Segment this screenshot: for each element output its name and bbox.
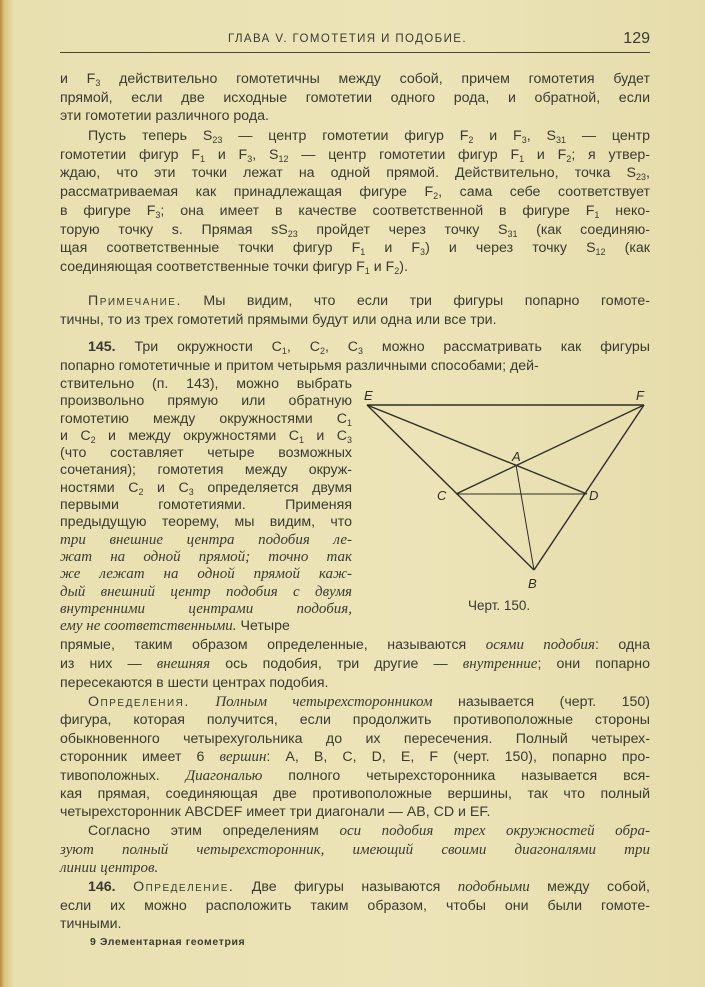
- italic-term: осями подобия: [485, 637, 595, 653]
- text-run: четырехсторонник ABCDEF имеет три диагонали — AB, CD и EF.: [60, 804, 491, 821]
- text-run: тичными.: [60, 916, 122, 932]
- italic-term: линии центров.: [60, 860, 159, 876]
- text-run: первыми гомотетиями. Применяя: [60, 497, 352, 514]
- text-line: [60, 803, 650, 821]
- text-line: [60, 601, 352, 618]
- text-run: ).: [399, 258, 408, 275]
- text-line: [60, 221, 650, 240]
- subscript: 2: [566, 153, 572, 164]
- subscript: 2: [468, 135, 474, 145]
- subscript: 3: [521, 135, 527, 145]
- text-run: торую точку s. Прямая sS: [60, 221, 288, 238]
- line-eb: [367, 405, 534, 570]
- label-f: F: [636, 388, 644, 403]
- subscript: 2: [433, 191, 439, 202]
- text-run: кая прямая, соединяющая две противоположные вершины, так что полный: [60, 786, 650, 803]
- spaced-heading: Примечание.: [88, 293, 182, 309]
- paragraph-block: [60, 127, 650, 277]
- paragraph-block: [60, 70, 650, 126]
- line-fc: [456, 405, 644, 494]
- text-run: и C: [143, 479, 189, 496]
- text-run: произвольно прямую или обратную: [60, 393, 352, 410]
- text-run: между собой,: [529, 879, 650, 895]
- subscript: 3: [358, 346, 364, 356]
- text-line: [60, 566, 352, 583]
- text-run: попарно гомотетичные и притом четырьмя различными способами; дей-: [60, 358, 539, 374]
- subscript: 3: [95, 78, 101, 88]
- italic-term: Полным четырехсторонником: [215, 694, 433, 710]
- text-line: [60, 164, 650, 183]
- text-line: [60, 70, 650, 89]
- text-run: предыдущую теорему, мы видим, что: [60, 514, 352, 531]
- text-run: тивоположных.: [60, 767, 186, 784]
- text-line: [60, 785, 650, 803]
- text-line: [60, 480, 352, 497]
- text-run: пройдет через точку S: [297, 221, 508, 238]
- subscript: 1: [519, 153, 525, 164]
- paragraph-block: [60, 292, 650, 330]
- paragraph-block: [60, 693, 650, 822]
- text-line: [60, 915, 650, 934]
- label-a: A: [512, 449, 521, 464]
- text-line: [60, 311, 650, 330]
- text-line: [60, 239, 650, 258]
- label-c: C: [437, 488, 447, 503]
- text-run: можно рассматривать как фигуры: [363, 339, 650, 355]
- subscript: 31: [556, 135, 567, 145]
- text-run: и F: [524, 146, 567, 163]
- text-run: фигура, которая получится, если продолжить противоположные стороны: [60, 712, 650, 729]
- italic-term: жат на одной прямой; точно так: [60, 548, 352, 565]
- text-run: тичны, то из трех гомотетий прямыми будут или одна или все три.: [60, 312, 497, 328]
- italic-term: же лежат на одной прямой каж-: [60, 566, 352, 583]
- text-run: щая соответственные точки фигур F: [60, 240, 361, 257]
- label-b: B: [528, 576, 537, 591]
- italic-term: подобными: [457, 879, 530, 895]
- text-line: [60, 655, 650, 674]
- text-line: [60, 711, 650, 729]
- text-run: , сама себе соответствует: [438, 184, 650, 201]
- text-line: [60, 376, 352, 393]
- page-number: 129: [623, 30, 650, 47]
- text-line: [60, 549, 352, 566]
- spaced-heading: Определение.: [133, 879, 235, 895]
- subscript: 1: [200, 153, 206, 164]
- text-line: [60, 636, 650, 655]
- subscript: 2: [90, 434, 96, 445]
- text-run: гомотетии фигур F: [60, 146, 201, 163]
- text-line: [60, 618, 352, 635]
- text-line: [60, 878, 650, 897]
- label-e: E: [364, 388, 373, 403]
- text-line: [60, 748, 650, 766]
- text-run: [116, 879, 133, 895]
- signature-footer: 9 Элементарная геометрия: [90, 936, 246, 948]
- figure-150-complete-quadrilateral: [355, 388, 655, 618]
- text-line: [60, 859, 650, 878]
- text-run: и F: [369, 258, 395, 275]
- text-run: (как: [605, 240, 650, 257]
- text-run: ; она имеет в качестве соответственной в фигуре F: [160, 202, 595, 219]
- subscript: 1: [346, 417, 352, 428]
- subscript: 12: [595, 247, 606, 258]
- text-run: из них —: [60, 656, 157, 672]
- text-line: [60, 584, 352, 601]
- spaced-heading: Определения.: [88, 694, 190, 710]
- text-run: , C: [324, 339, 359, 355]
- text-run: рассматриваемая как принадлежащая фигуре F: [60, 184, 434, 201]
- subscript: 2: [138, 486, 144, 497]
- chapter-title: ГЛАВА V. ГОМОТЕТИЯ И ПОДОБИЕ.: [228, 33, 467, 45]
- text-line: [60, 674, 650, 693]
- subscript: 1: [364, 265, 370, 276]
- subscript: 23: [287, 228, 298, 239]
- text-line: [60, 841, 650, 860]
- text-run: Пусть теперь S: [88, 128, 213, 144]
- text-run: ; я утвер-: [571, 146, 650, 163]
- text-run: прямой, если две исходные гомотетии одного рода, и обратной, если: [60, 89, 650, 106]
- text-run: полного четырехсторонника называется вся-: [262, 767, 650, 784]
- text-run: [190, 694, 216, 710]
- text-line: [60, 202, 650, 221]
- text-run: сочетания); гомотетия между окруж-: [60, 462, 352, 479]
- subscript: 3: [346, 434, 352, 445]
- italic-term: вершин: [219, 749, 267, 766]
- paragraph-block: [60, 376, 352, 635]
- text-run: и C: [304, 427, 347, 444]
- text-run: ,: [646, 165, 650, 182]
- line-ed: [367, 405, 587, 494]
- text-line: [60, 445, 352, 462]
- text-run: — центр: [566, 128, 650, 144]
- italic-term: зуют полный четырехсторонник, имеющий своими диагоналями три: [60, 841, 650, 858]
- text-line: [60, 462, 352, 479]
- text-run: определяется двумя: [193, 479, 353, 496]
- subscript: 12: [278, 153, 289, 164]
- subscript: 3: [420, 247, 426, 258]
- text-run: ждаю, что эти точки лежат на одной прямой. Действительно, точка S: [60, 165, 637, 182]
- section-number: 146.: [88, 879, 116, 895]
- text-run: действительно гомотетичны между собой, причем гомотетия будет: [100, 71, 650, 87]
- text-run: : A, B, C, D, E, F (черт. 150), попарно про-: [266, 749, 651, 766]
- text-line: [60, 497, 352, 514]
- text-run: , S: [526, 128, 556, 144]
- italic-term: внешняя: [156, 656, 211, 672]
- text-run: ствительно (п. 143), можно выбрать: [60, 376, 352, 392]
- text-line: [60, 767, 650, 785]
- text-run: Четыре: [236, 618, 290, 635]
- italic-term: внутренние: [462, 656, 538, 672]
- subscript: 1: [298, 434, 304, 445]
- text-run: (как соединяю-: [517, 221, 650, 238]
- text-line: [60, 258, 650, 277]
- italic-term: внутренними центрами подобия,: [60, 600, 352, 617]
- text-run: ) и через точку S: [425, 240, 596, 257]
- text-run: ось подобия, три другие —: [210, 656, 463, 672]
- text-run: пересекаются в шести центрах подобия.: [60, 675, 329, 691]
- text-run: и F: [60, 71, 96, 87]
- text-run: и между окружностями C: [95, 427, 299, 444]
- subscript: 3: [188, 486, 194, 497]
- italic-term: три внешние центра подобия ле-: [60, 531, 352, 548]
- text-line: [60, 393, 352, 410]
- text-run: : одна: [594, 637, 650, 653]
- text-run: обыкновенного четырехугольника до их пересечения. Полный четырех-: [60, 730, 650, 747]
- text-run: — центр гомотетии фигур F: [288, 146, 520, 163]
- text-run: и F: [473, 128, 522, 144]
- italic-term: Диагональю: [185, 767, 263, 784]
- text-line: [60, 514, 352, 531]
- subscript: 3: [155, 209, 161, 220]
- text-line: [60, 127, 650, 146]
- text-run: , C: [286, 339, 320, 355]
- text-line: [60, 146, 650, 165]
- subscript: 2: [319, 346, 325, 356]
- text-run: в фигуре F: [60, 202, 156, 219]
- text-line: [60, 822, 650, 841]
- subscript: 1: [360, 247, 366, 258]
- text-run: ностями C: [60, 479, 139, 496]
- text-run: эти гомотетии различного рода.: [60, 108, 269, 125]
- text-line: [60, 107, 650, 126]
- paragraph-block: [60, 636, 650, 693]
- text-run: Мы видим, что если три фигуры попарно гомоте-: [181, 293, 650, 309]
- text-line: [60, 338, 650, 357]
- paragraph-block: [60, 878, 650, 934]
- text-run: ; они попарно: [537, 656, 650, 672]
- paragraph-block: [60, 338, 650, 376]
- subscript: 1: [594, 209, 600, 220]
- text-line: [60, 183, 650, 202]
- section-number: 145.: [88, 339, 116, 355]
- text-run: Три окружности C: [115, 339, 282, 355]
- italic-term: ему не соответственными.: [60, 618, 237, 635]
- text-run: неко-: [599, 202, 650, 219]
- label-d: D: [589, 488, 599, 503]
- text-line: [60, 411, 352, 428]
- text-run: прямые, таким образом определенные, называются: [60, 637, 486, 653]
- text-run: называется (черт. 150): [432, 694, 650, 710]
- text-line: [60, 693, 650, 711]
- figure-caption: Черт. 150.: [468, 598, 531, 613]
- subscript: 1: [281, 346, 287, 356]
- text-run: — центр гомотетии фигур F: [222, 128, 469, 144]
- text-run: и F: [205, 146, 248, 163]
- text-line: [60, 89, 650, 108]
- text-line: [60, 532, 352, 549]
- text-run: гомотетию между окружностями C: [60, 410, 347, 427]
- running-header: [60, 30, 650, 53]
- text-run: если их можно расположить таким образом, чтобы они были гомоте-: [60, 897, 650, 914]
- subscript: 31: [507, 228, 518, 239]
- text-run: Согласно этим определениям: [88, 823, 340, 839]
- text-run: и C: [60, 427, 91, 444]
- text-run: (что составляет четыре возможных: [60, 445, 352, 462]
- subscript: 2: [394, 265, 400, 276]
- text-run: , S: [252, 146, 279, 163]
- text-line: [60, 357, 650, 376]
- text-line: [60, 292, 650, 311]
- paragraph-block: [60, 822, 650, 878]
- text-run: сторонник имеет 6: [60, 749, 220, 766]
- text-run: и F: [365, 240, 421, 257]
- subscript: 23: [636, 172, 647, 183]
- subscript: 23: [212, 135, 223, 145]
- text-line: [60, 428, 352, 445]
- text-line: [60, 897, 650, 916]
- text-run: соединяющая соответственные точки фигур F: [60, 258, 365, 275]
- italic-term: оси подобия трех окружностей обра-: [339, 823, 650, 839]
- text-run: Две фигуры называются: [234, 879, 458, 895]
- text-line: [60, 730, 650, 748]
- italic-term: дый внешний центр подобия с двумя: [60, 583, 352, 600]
- subscript: 3: [247, 153, 253, 164]
